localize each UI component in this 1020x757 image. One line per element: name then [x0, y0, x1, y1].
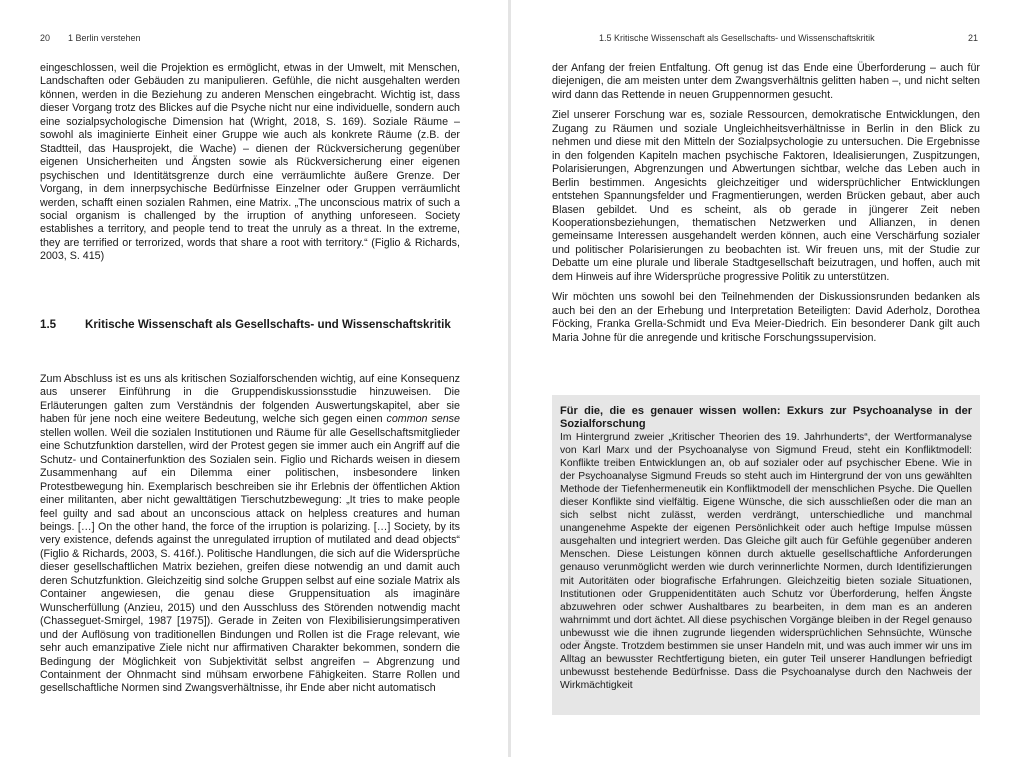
excursus-box: [552, 395, 980, 715]
left-paragraph-2: [40, 373, 460, 696]
right-running-head: [599, 33, 875, 43]
section-number: 1.5: [40, 318, 57, 331]
section-title: Kritische Wissenschaft als Gesellschafts- und Wissenschaftskritik: [85, 318, 451, 331]
right-paragraph-3: Wir möchten uns sowohl bei den Teilnehmenden der Diskussionsrunden bedanken als auch bei den an der Erhebung und Interpretation Beteiligten: David Aderholz, Dorothea Föcking, Franka Grella-Schmidt und Eva Meier-Diedrich. Ein besonderer Dank gilt auch Maria Johne für die anregende und kritische Forschungssupervision.: [552, 291, 980, 344]
right-paragraph-1: der Anfang der freien Entfaltung. Oft genug ist das Ende eine Überforderung – auch für diejenigen, die am meisten unter dem Zwangsverhältnis gelitten haben –, und nicht selten wird dann das Rettende in neuen Gruppennormen gesucht.: [552, 62, 980, 101]
left-paragraph-1: eingeschlossen, weil die Projektion es ermöglicht, etwas in der Umwelt, mit Menschen, Landschaften oder Gebäuden zu manipulieren. Gefühle, die nicht ausgehalten werden können, werden in die Beziehung zu anderen Menschen eingebracht. Wichtig ist, dass dieser Vorgang trotz des Blickes auf die Psyche nicht nur eine individuelle, sondern auch eine sozialpsychologische Dimension hat (Wright, 2018, S. 169). Soziale Räume – sowohl als imaginierte Einheit einer Gruppe wie auch als konkrete Räume (z.B. der Stadtteil, das Hausprojekt, die Wache) – dienen der Rückversicherung gegenüber eigenen Unsicherheiten und Ängsten sowie als Rückversicherung einer eigenen psychischen und Identitätsgrenze durch eine verräumlichte äußere Grenze. Der Vorgang, in dem innerpsychische Bedürfnisse Einzelner oder Gruppen verräumlicht werden, schafft einen sozialen Rahmen, eine Matrix. „The unconscious matrix of such a social organism is challenged by the irruption of anything unforeseen. Society establishes a territory, and people tend to treat the unruly as a threat. In the extreme, they are terrified or terrorized, words that share a root with territory.“ (Figlio & Richards, 2003, S. 415): [40, 62, 460, 263]
left-page-number: 20: [40, 33, 51, 43]
right-paragraph-2: Ziel unserer Forschung war es, soziale Ressourcen, demokratische Entwicklungen, den Zugang zu Räumen und soziale Ungleichheitsverhältnisse in Berlin in den Blick zu nehmen und diese mit den Mitteln der Sozialpsychologie zu untersuchen. Die Ergebnisse in den folgenden Kapiteln machen psychische Faktoren, Idealisierungen, Zuspitzungen, Polarisierungen, Abgrenzungen und Abwertungen sichtbar, welche das Leben auch in Berlin bestimmen. Angesichts gleichzeitiger und widersprüchlicher Entwicklungen entstehen Spannungsfelder und Fragmentierungen, werden Brücken gebaut, aber auch Blasen gebildet. Und es scheint, als ob gerade in jüngerer Zeit neben Kooperationsbeziehungen, thematischen Netzwerken und Allianzen, in denen gemeinsame Interessen ausgehandelt werden können, auch eine Verschärfung sozialer und politischer Polarisierungen zu beobachten ist. Wir freuen uns, mit der Studie zur Debatte um eine plurale und liberale Stadtgesellschaft beizutragen, und hoffen, auch mit dem Hinweis auf ihre Widersprüche progressive Politik zu unterstützen.: [552, 109, 980, 283]
left-chapter-title: 1 Berlin verstehen: [68, 33, 141, 43]
excursus-content: [560, 405, 972, 692]
left-running-head: [40, 33, 141, 43]
left-paragraph-2-text-b: stellen wollen. Weil die sozialen Institutionen und Räume für alle Gesellschaftsmitglieder eine Schutzfunktion darstellen, wird der Protest gegen sie immer auch ein Angriff auf die Schutz- und Containerfunktion des Sozialen sein. Figlio und Richards weisen in diesem Zusammenhang auf ein Dilemma einer politischen, insbesondere linken Protestbewegung hin. Exemplarisch beschreiben sie ihr Erlebnis der öffentlichen Aktion einer militanten, aber nicht gewalttätigen Tierschutzbewegung: „It tries to make people feel guilty and sad about an unconscious attack on helpless creatures and human beings. […] On the other hand, the force of the irruption is polarizing. […] Society, by its very existence, defends against the unregulated irruption of mutilated and dead objects“ (Figlio & Richards, 2003, S. 416f.). Politische Handlungen, die sich auf die Widersprüche dieser gesellschaftlichen Matrix beziehen, greifen diese notwendig an und damit auch deren Schutzfunktion. Gleichzeitig sind solche Gruppen selbst auf eine soziale Matrix als Container angewiesen, die genau diese Gruppensituation als imaginäre Wunscherfüllung (Anzieu, 2015) und den Ausschluss des Störenden notwendig macht (Chasseguet-Smirgel, 1987 [1975]). Gerade in Zeiten von Flexibilisierungsimperativen und der Auflösung von traditionellen Bindungen und Rollen ist die Frage relevant, wie sehr auch emanzipative Ziele nicht nur affirmativen Charakter bekommen, sondern die Bedingung der Möglichkeit von Subjektivität selbst angreifen – Abgrenzung und Containment der Ohnmacht sind mühsam erworbene Fähigkeiten. Starre Rollen und gesellschaftliche Normen sind Zwangsverhältnisse, ihr Ende aber nicht automatisch: [40, 426, 460, 695]
right-page-number: 21: [968, 33, 979, 43]
left-body-top: [40, 62, 460, 271]
left-paragraph-2-emphasis: common sense: [386, 413, 460, 426]
right-section-title: 1.5 Kritische Wissenschaft als Gesellschafts- und Wissenschaftskritik: [599, 33, 875, 43]
right-body: [552, 62, 980, 352]
left-body-bottom: [40, 373, 460, 703]
section-heading: [40, 318, 460, 332]
left-paragraph-2-text-a: Zum Abschluss ist es uns als kritischen Sozialforschenden wichtig, auf eine Konsequenz aus unserer Einführung in die Gruppendiskussionsstudie hinzuweisen. Die Erläuterungen galten zum Verständnis der folgenden Auswertungskapitel, aber sie haben für jene noch eine weitere Bedeutung, welche sich gegen einen: [40, 373, 460, 426]
excursus-text: Im Hintergrund zweier „Kritischer Theorien des 19. Jahrhunderts“, der Wertformanalyse von Karl Marx und der Psychoanalyse von Sigmund Freud, steht ein Konfliktmodell: Konflikte treiben Entwicklungen an, ob auf sozialer oder auf psychischer Ebene. Wie in der Psychoanalyse Sigmund Freuds so steht auch im Hintergrund der von uns gewählten Methode der Tiefenhermeneutik ein Konfliktmodell der menschlichen Psyche. Die Quellen dieser Konflikte sind vielfältig. Eigene Wünsche, die sich ausschließen oder die man an sich selbst nicht zulässt, werden verdrängt, unterschiedliche und manchmal unangenehme Aspekte der eigenen Persönlichkeit oder auch heftige Impulse müssen ausgehalten und integriert werden. Das Gleiche gilt auch für Gefühle gegenüber anderen Menschen. Diese Leistungen können durch aktuelle gesellschaftliche Anforderungen genauso verunmöglicht werden wie durch verinnerlichte Normen, durch Identifizierungen mit Autoritäten oder biografische Erfahrungen. Gleichzeitig bieten soziale Situationen, Institutionen oder Gruppenidentitäten auch Schutz vor Überforderung, helfen Ängste abzuwehren oder schwer Aushaltbares zu bearbeiten, in dem man es an anderen wahrnimmt und dort ächtet. All diese psychischen Vorgänge bleiben in der Regel genauso unbewusst wie die ihnen zugrunde liegenden widersprüchlichen Sehnsüchte, Wünsche oder Ängste. Trotzdem bestimmen sie unser Handeln mit, und was auch immer wir uns im Alltag an bewusster Rechtfertigung bieten, ein guter Teil unserer Handlungen befriedigt unbewusst bestehende Bedürfnisse. Dass die Psychoanalyse durch den Nachweis der Wirkmächtigkeit: [560, 432, 972, 691]
excursus-title: Für die, die es genauer wissen wollen: Exkurs zur Psychoanalyse in der Sozialforschung: [560, 405, 972, 430]
